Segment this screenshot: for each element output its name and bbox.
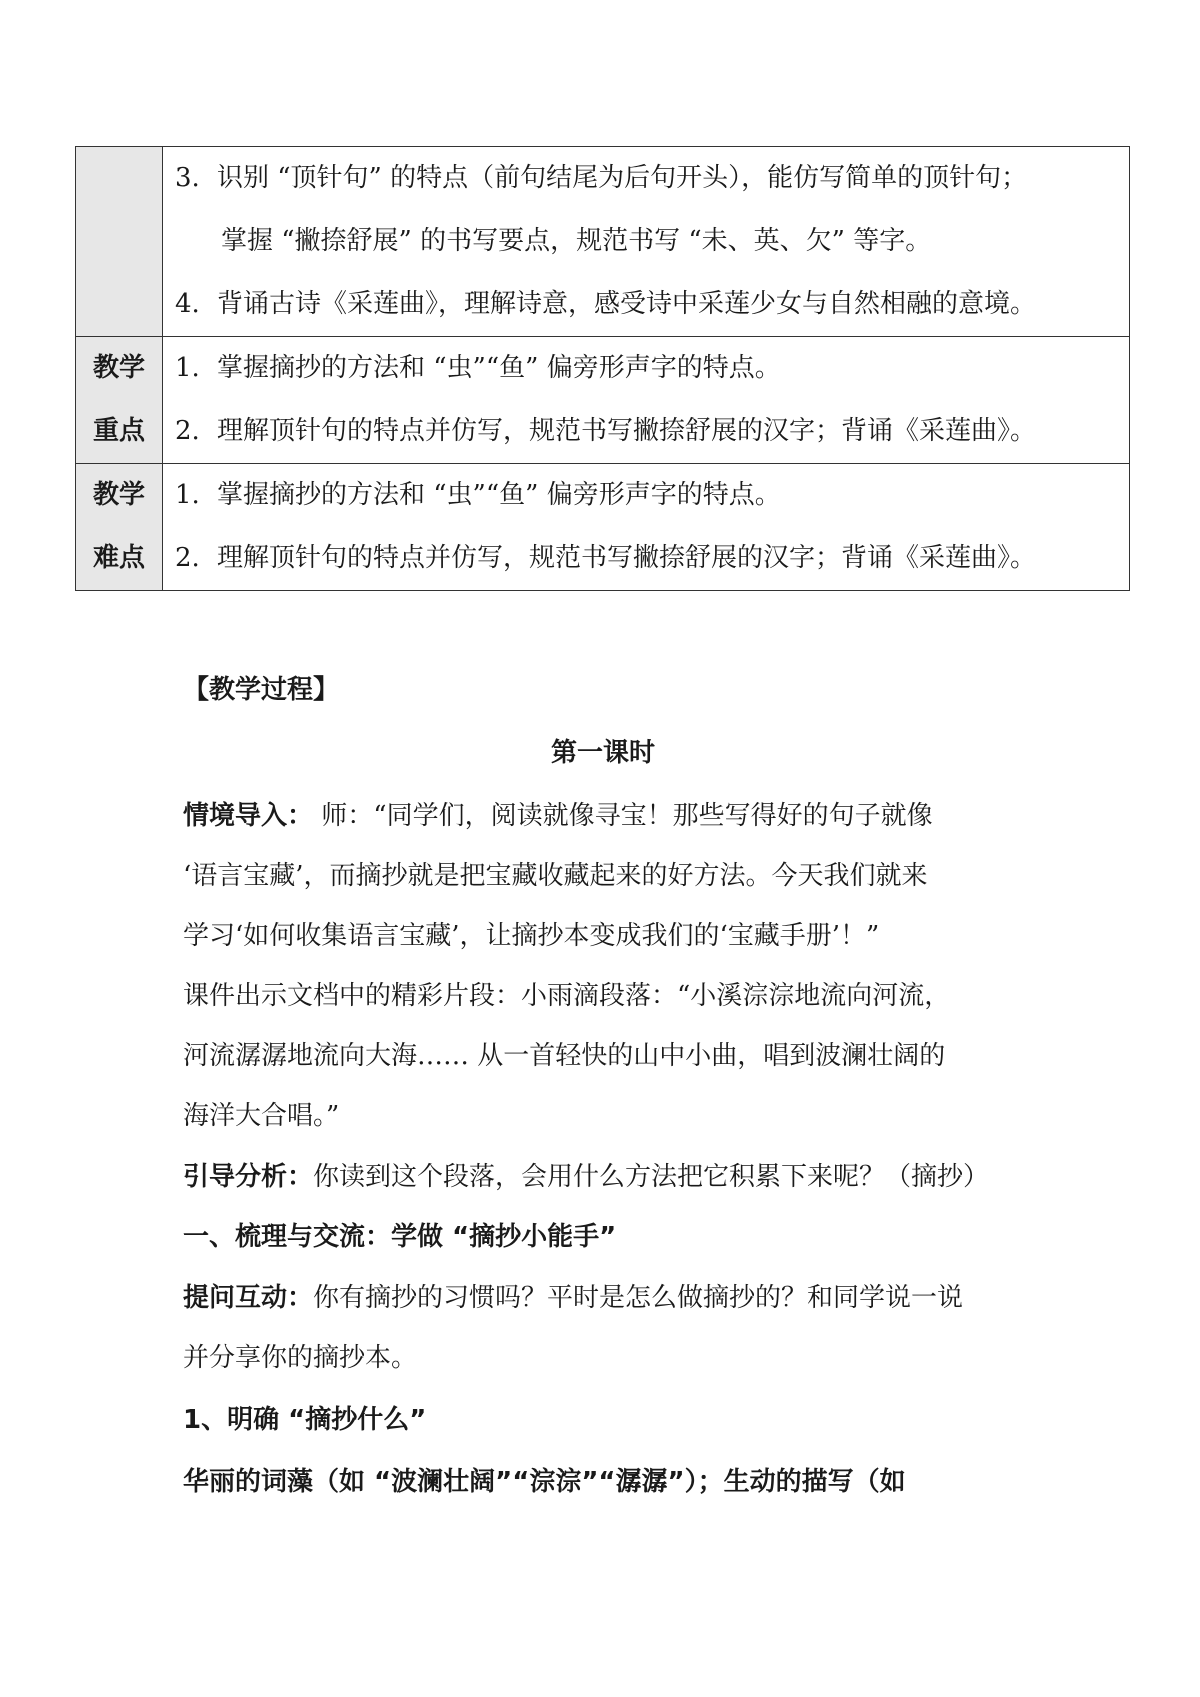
objective-line-3: 3. 识别 “顶针句” 的特点（前句结尾为后句开头），能仿写简单的顶针句； (175, 163, 1028, 193)
difficulty-2: 2. 理解顶针句的特点并仿写，规范书写撇捺舒展的汉字；背诵《采莲曲》。 (175, 543, 1037, 573)
last-line: 华丽的词藻（如 “波澜壮阔”“淙淙”“潺潺”）；生动的描写（如 (183, 1467, 906, 1497)
ask-line-1: 提问互动：你有摘抄的习惯吗？平时是怎么做摘抄的？和同学说一说 (183, 1283, 964, 1313)
difficulties-cell (163, 464, 1130, 591)
objective-line-3-cont: 掌握 “撇捺舒展” 的书写要点，规范书写 “未、英、欠” 等字。 (221, 226, 932, 256)
heading-2: 1、明确 “摘抄什么” (183, 1405, 427, 1435)
guide-line: 引导分析：你读到这个段落，会用什么方法把它积累下来呢？（摘抄） (183, 1162, 990, 1192)
key-point-1: 1. 掌握摘抄的方法和 “虫”“鱼” 偏旁形声字的特点。 (175, 353, 781, 383)
table-row-objectives (76, 147, 1130, 337)
objective-line-4: 4. 背诵古诗《采莲曲》，理解诗意，感受诗中采莲少女与自然相融的意境。 (175, 289, 1037, 319)
heading-1: 一、梳理与交流：学做 “摘抄小能手” (183, 1222, 617, 1252)
intro-line-6: 海洋大合唱。” (183, 1101, 340, 1131)
objectives-table (75, 146, 1130, 591)
section-title: 【教学过程】 (183, 675, 340, 705)
row-label-difficulties: 教学 难点 (76, 464, 163, 591)
table-row-key-points (76, 337, 1130, 464)
table-row-difficulties (76, 464, 1130, 591)
intro-line-4: 课件出示文档中的精彩片段：小雨滴段落：“小溪淙淙地流向河流， (183, 981, 951, 1011)
row-label-empty (76, 147, 163, 337)
intro-line-1: 情境导入： 师：“同学们，阅读就像寻宝！那些写得好的句子就像 (183, 801, 933, 831)
objectives-cell (163, 147, 1130, 337)
ask-line-2: 并分享你的摘抄本。 (183, 1343, 418, 1373)
key-point-2: 2. 理解顶针句的特点并仿写，规范书写撇捺舒展的汉字；背诵《采莲曲》。 (175, 416, 1037, 446)
intro-line-3: 学习‘如何收集语言宝藏’，让摘抄本变成我们的‘宝藏手册’！” (183, 921, 880, 951)
intro-line-5: 河流潺潺地流向大海…… 从一首轻快的山中小曲，唱到波澜壮阔的 (183, 1041, 946, 1071)
row-label-key-points: 教学 重点 (76, 337, 163, 464)
lesson-title: 第一课时 (550, 738, 655, 768)
key-points-cell (163, 337, 1130, 464)
difficulty-1: 1. 掌握摘抄的方法和 “虫”“鱼” 偏旁形声字的特点。 (175, 480, 781, 510)
intro-line-2: ‘语言宝藏’，而摘抄就是把宝藏收藏起来的好方法。今天我们就来 (183, 861, 928, 891)
